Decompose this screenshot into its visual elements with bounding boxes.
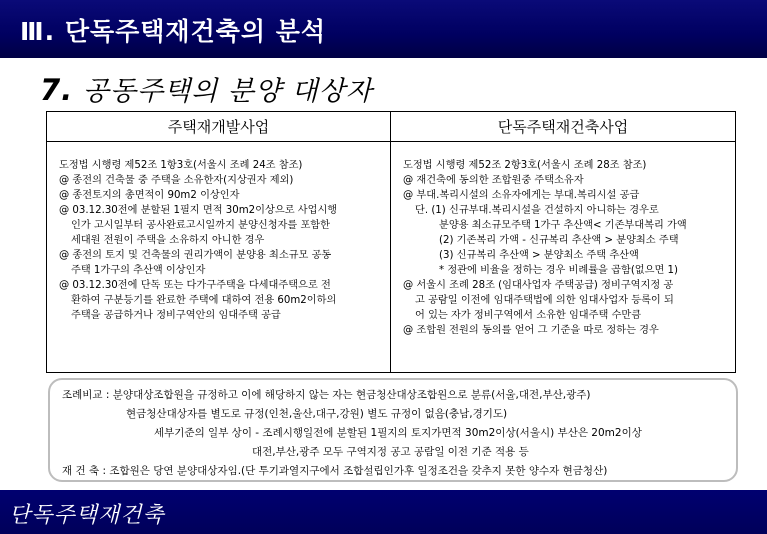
right-line: * 정관에 비율을 정하는 경우 비례률을 곱함(없으면 1) bbox=[439, 265, 679, 276]
left-line: @ 종전의 토지 및 건축물의 권리가액이 분양용 최소규모 공동 bbox=[59, 250, 332, 261]
left-line: @ 종전토지의 총면적이 90m2 이상인자 bbox=[59, 190, 240, 201]
right-line: @ 조합원 전원의 동의를 얻어 그 기준을 따로 정하는 경우 bbox=[403, 325, 659, 336]
left-line: @ 03.12.30전에 단독 또는 다가구주택을 다세대주택으로 전 bbox=[59, 280, 331, 291]
right-line: @ 재건축에 동의한 조합원중 주택소유자 bbox=[403, 175, 584, 186]
note-line: 세부기준의 일부 상이 - 조례시행일전에 분할된 1필지의 토지가면적 30m2이상(서울시) 부산은 20m2이상 bbox=[154, 427, 642, 439]
right-line: 고 공람일 이전에 임대주택법에 의한 임대사업자 등록이 되 bbox=[415, 295, 674, 306]
section-subtitle bbox=[40, 69, 373, 108]
note-line: 현금청산대상자를 별도로 규정(인천,울산,대구,강원) 별도 규정이 없음(충남,경기도) bbox=[126, 408, 508, 420]
subtitle-number: 7. bbox=[40, 73, 74, 107]
left-column-body bbox=[47, 142, 391, 372]
left-column-header: 주택재개발사업 bbox=[47, 112, 391, 142]
right-line: (2) 기존복리 가액 - 신규복리 추산액 > 분양최소 주택 bbox=[439, 235, 679, 246]
note-line: 재 건 축 : 조합원은 당연 분양대상자임.(단 투기과열지구에서 조합설립인가후 일정조건을 갖추지 못한 양수자 현금청산) bbox=[62, 465, 608, 477]
right-line: 분양용 최소규모주택 1가구 추산액< 기존부대복리 가액 bbox=[439, 220, 687, 231]
right-line: @ 부대.복리시설의 소유자에게는 부대.복리시설 공급 bbox=[403, 190, 640, 201]
left-line: @ 종전의 건축물 중 주택을 소유한자(지상권자 제외) bbox=[59, 175, 294, 186]
right-line: 단. (1) 신규부대.복리시설을 건설하지 아니하는 경우로 bbox=[415, 205, 659, 216]
right-column-header: 단독주택재건축사업 bbox=[391, 112, 735, 142]
left-line: 인가 고시일부터 공사완료고시일까지 분양신청자를 포함한 bbox=[71, 220, 330, 231]
note-line: 대전,부산,광주 모두 구역지정 공고 공람일 이전 기준 적용 등 bbox=[252, 446, 529, 458]
title-bar bbox=[0, 0, 767, 58]
footer-bar bbox=[0, 490, 767, 534]
notes-box bbox=[48, 378, 738, 482]
left-line: 도정법 시행령 제52조 1항3호(서울시 조례 24조 참조) bbox=[59, 160, 303, 171]
left-line: 환하여 구분등기를 완료한 주택에 대하여 전용 60m2이하의 bbox=[71, 295, 337, 306]
note-line: 조례비교 : 분양대상조합원을 규정하고 이에 해당하지 않는 자는 현금청산대상조합원으로 분류(서울,대전,부산,광주) bbox=[62, 389, 591, 401]
left-line: @ 03.12.30전에 분할된 1필지 면적 30m2이상으로 사업시행 bbox=[59, 205, 338, 216]
left-line: 세대원 전원이 주택을 소유하지 아니한 경우 bbox=[71, 235, 265, 246]
right-column-body bbox=[391, 142, 735, 372]
left-line: 주택 1가구의 추산액 이상인자 bbox=[71, 265, 206, 276]
comparison-table bbox=[46, 111, 736, 373]
subtitle-text: 공동주택의 분양 대상자 bbox=[82, 76, 373, 107]
right-line: @ 서울시 조례 28조 (임대사업자 주택공급) 정비구역지정 공 bbox=[403, 280, 674, 291]
left-line: 주택을 공급하거나 정비구역안의 임대주택 공급 bbox=[71, 310, 281, 321]
footer-title: 단독주택재건축 bbox=[9, 503, 165, 528]
page-title: Ⅲ. 단독주택재건축의 분석 bbox=[20, 17, 327, 46]
right-line: (3) 신규복리 추산액 > 분양최소 주택 추산액 bbox=[439, 250, 639, 261]
right-line: 어 있는 자가 정비구역에서 소유한 임대주택 수만큼 bbox=[415, 310, 642, 321]
right-line: 도정법 시행령 제52조 2항3호(서울시 조례 28조 참조) bbox=[403, 160, 647, 171]
